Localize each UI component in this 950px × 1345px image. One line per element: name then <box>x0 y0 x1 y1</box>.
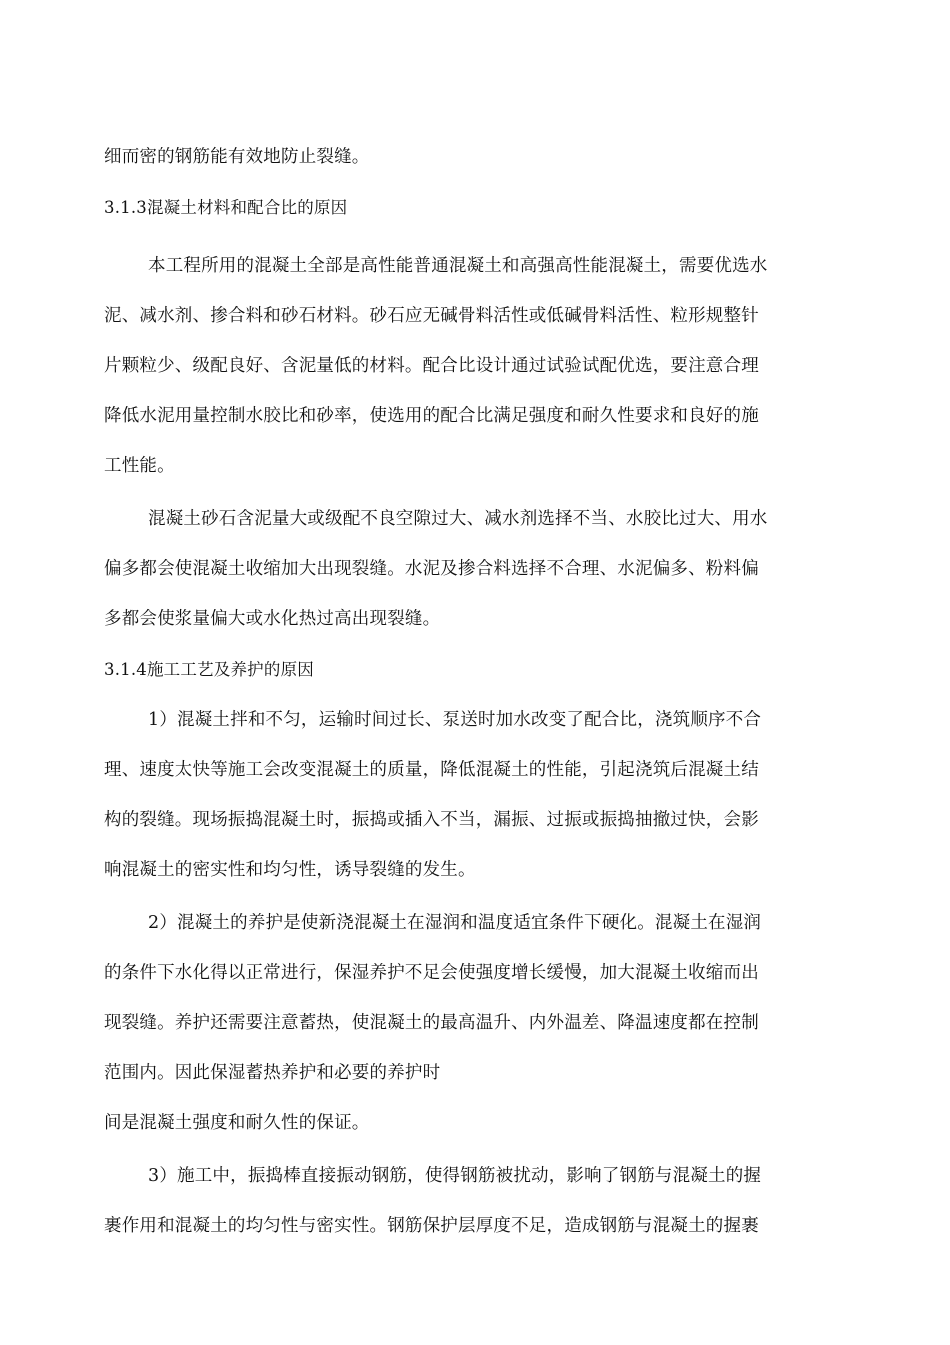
paragraph-line: 响混凝土的密实性和均匀性，诱导裂缝的发生。 <box>104 860 476 880</box>
section-heading-3-1-4: 3.1.4施工工艺及养护的原因 <box>104 660 314 679</box>
paragraph-line: 理、速度太快等施工会改变混凝土的质量，降低混凝土的性能，引起浇筑后混凝土结 <box>104 760 759 780</box>
paragraph-line: 的条件下水化得以正常进行，保湿养护不足会使强度增长缓慢，加大混凝土收缩而出 <box>104 963 759 983</box>
paragraph-line: 本工程所用的混凝土全部是高性能普通混凝土和高强高性能混凝土，需要优选水 <box>148 256 768 276</box>
paragraph-line: 现裂缝。养护还需要注意蓄热，使混凝土的最高温升、内外温差、降温速度都在控制 <box>104 1013 759 1033</box>
paragraph-line: 构的裂缝。现场振捣混凝土时，振捣或插入不当，漏振、过振或振捣抽撤过快，会影 <box>104 810 759 830</box>
paragraph-line: 范围内。因此保湿蓄热养护和必要的养护时 <box>104 1063 441 1083</box>
paragraph-line: 间是混凝土强度和耐久性的保证。 <box>104 1113 370 1133</box>
paragraph-line: 混凝土砂石含泥量大或级配不良空隙过大、减水剂选择不当、水胶比过大、用水 <box>148 509 768 529</box>
paragraph-line: 片颗粒少、级配良好、含泥量低的材料。配合比设计通过试验试配优选，要注意合理 <box>104 356 759 376</box>
paragraph-line: 2）混凝土的养护是使新浇混凝土在湿润和温度适宜条件下硬化。混凝土在湿润 <box>148 913 762 933</box>
section-heading-3-1-3: 3.1.3混凝土材料和配合比的原因 <box>104 198 348 217</box>
paragraph-line: 多都会使浆量偏大或水化热过高出现裂缝。 <box>104 609 441 629</box>
text-line: 细而密的钢筋能有效地防止裂缝。 <box>104 147 370 167</box>
paragraph-line: 1）混凝土拌和不匀，运输时间过长、泵送时加水改变了配合比，浇筑顺序不合 <box>148 710 762 730</box>
paragraph-line: 偏多都会使混凝土收缩加大出现裂缝。水泥及掺合料选择不合理、水泥偏多、粉料偏 <box>104 559 759 579</box>
paragraph-line: 泥、减水剂、掺合料和砂石材料。砂石应无碱骨料活性或低碱骨料活性、粒形规整针 <box>104 306 759 326</box>
paragraph-line: 3）施工中，振捣棒直接振动钢筋，使得钢筋被扰动，影响了钢筋与混凝土的握 <box>148 1166 762 1186</box>
paragraph-line: 裹作用和混凝土的均匀性与密实性。钢筋保护层厚度不足，造成钢筋与混凝土的握裹 <box>104 1216 759 1236</box>
paragraph-line: 降低水泥用量控制水胶比和砂率，使选用的配合比满足强度和耐久性要求和良好的施 <box>104 406 759 426</box>
paragraph-line: 工性能。 <box>104 456 175 476</box>
